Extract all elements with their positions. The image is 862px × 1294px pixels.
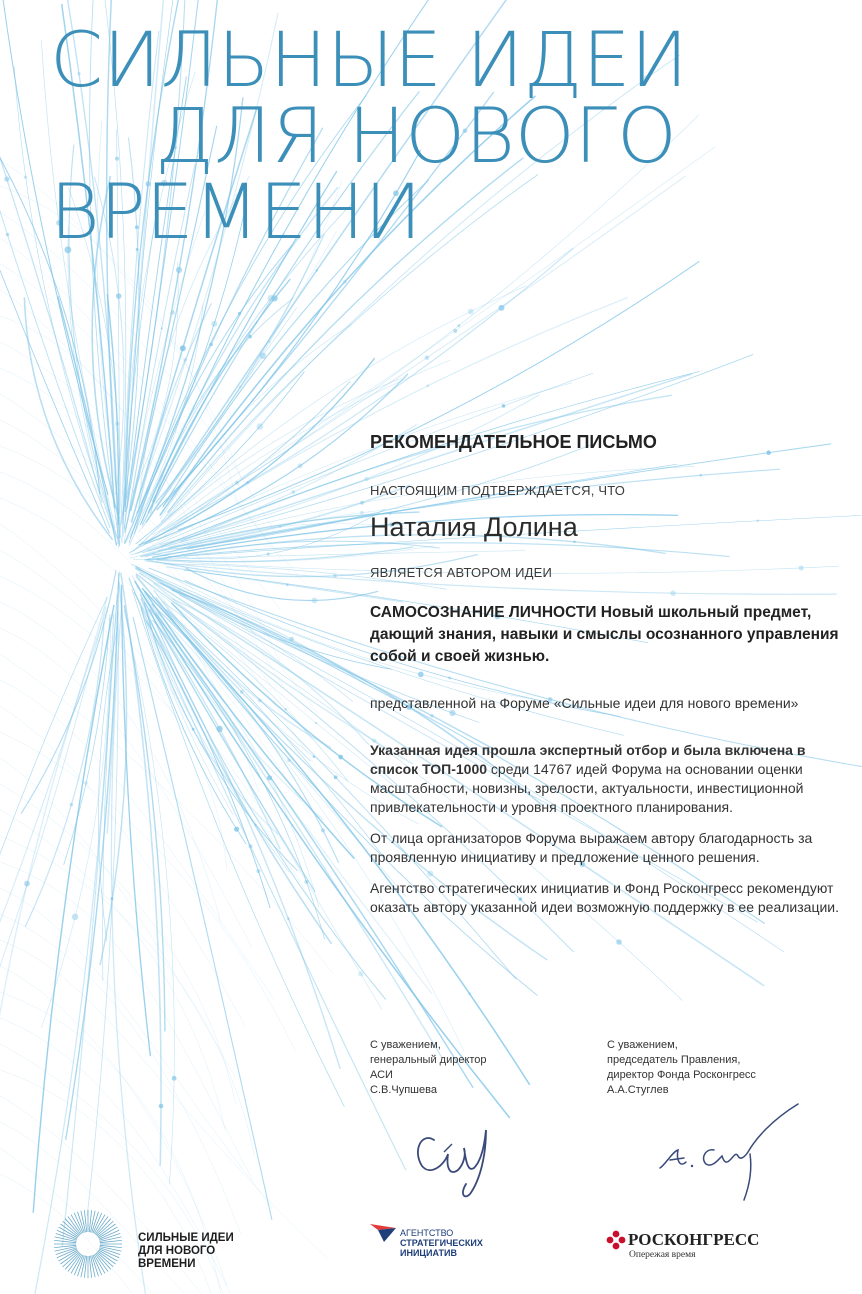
background-dot xyxy=(358,971,363,976)
signatory-asi-line-4: С.В.Чупшева xyxy=(370,1084,437,1096)
headline-line-3: ВРЕМЕНИ xyxy=(50,167,422,256)
background-dot xyxy=(192,728,195,731)
background-dot xyxy=(315,722,317,724)
signatory-roscongress xyxy=(607,1038,756,1098)
background-dot xyxy=(334,775,338,779)
background-arc xyxy=(0,784,236,1104)
background-arc xyxy=(0,862,253,1182)
background-dot xyxy=(6,233,9,236)
background-dot xyxy=(321,828,325,832)
author-of-text: ЯВЛЯЕТСЯ АВТОРОМ ИДЕИ xyxy=(370,565,553,580)
gratitude-paragraph: От лица организаторов Форума выражаем автору благодарность за проявленную инициативу и предложение ценного решения. xyxy=(370,830,813,865)
signatory-roscongress-line-1: С уважением, xyxy=(607,1039,678,1051)
confirm-text: НАСТОЯЩИМ ПОДТВЕРЖДАЕТСЯ, ЧТО xyxy=(370,483,626,498)
background-dot xyxy=(289,637,294,642)
asi-logo-text xyxy=(400,1228,483,1258)
background-arc xyxy=(0,732,295,1052)
signatory-roscongress-line-3: директор Фонда Росконгресс xyxy=(607,1069,756,1081)
letter-title: РЕКОМЕНДАТЕЛЬНОЕ ПИСЬМО xyxy=(370,432,657,452)
background-dot xyxy=(159,1104,164,1109)
background-arc xyxy=(0,758,236,1078)
background-dot xyxy=(70,803,74,807)
background-dot xyxy=(616,939,622,945)
background-ray xyxy=(139,303,212,508)
background-dot xyxy=(286,584,288,586)
forum-sunburst-logo-icon xyxy=(52,1208,124,1280)
roscongress-logo-tagline: Опережая время xyxy=(629,1250,696,1260)
background-ray xyxy=(133,378,402,552)
background-dot xyxy=(180,345,186,351)
background-ray xyxy=(129,578,406,1170)
headline-line-1: СИЛЬНЫЕ ИДЕИ xyxy=(50,15,688,104)
background-dot xyxy=(72,914,79,921)
signature-stuglev xyxy=(652,1098,802,1208)
selection-paragraph xyxy=(370,741,840,817)
background-dot xyxy=(172,1076,177,1081)
background-arc xyxy=(0,888,272,1208)
selection-rest-text: среди 14767 идей Форума на основании оценки масштабности, новизны, зрелости, актуальности, инвестиционной привлекательности и уровня проектного планирования. xyxy=(370,761,804,815)
background-arc xyxy=(0,836,254,1156)
author-name: Наталия Долина xyxy=(370,512,578,542)
background-dot xyxy=(305,880,309,884)
signatory-roscongress-line-2: председатель Правления, xyxy=(607,1054,741,1066)
background-dot xyxy=(285,708,287,710)
background-dot xyxy=(238,312,241,315)
forum-headline xyxy=(50,15,688,256)
headline-line-2: ДЛЯ НОВОГО xyxy=(155,91,677,180)
background-ray xyxy=(166,567,403,602)
signatory-asi-line-2: генеральный директор xyxy=(370,1054,487,1066)
background-ray xyxy=(148,610,281,850)
background-dot xyxy=(298,463,303,468)
background-dot xyxy=(209,343,213,347)
background-dot xyxy=(343,280,347,284)
background-ray xyxy=(121,573,161,1166)
idea-title: САМОСОЗНАНИЕ ЛИЧНОСТИ Новый школьный предмет, дающий знания, навыки и смыслы осознанного управления собой и своей жизнью. xyxy=(370,604,839,665)
signature-chupsheva xyxy=(400,1110,510,1200)
asi-logo-line-1: АГЕНТСТВО xyxy=(400,1228,454,1238)
background-ray xyxy=(21,570,116,814)
background-dot xyxy=(426,384,429,387)
background-dot xyxy=(312,598,318,604)
background-dot xyxy=(360,501,364,505)
roscongress-flower-logo-icon xyxy=(606,1230,626,1250)
signatory-asi-line-1: С уважением, xyxy=(370,1039,441,1051)
background-dot xyxy=(457,324,460,327)
signatory-asi xyxy=(370,1038,487,1098)
background-dot xyxy=(256,869,260,873)
background-ray xyxy=(153,620,325,939)
background-dot xyxy=(234,827,239,832)
background-dot xyxy=(268,341,270,343)
asi-arrow-logo-icon xyxy=(370,1222,400,1244)
background-dot xyxy=(248,335,252,339)
background-dot xyxy=(468,309,474,315)
background-dot xyxy=(468,992,471,995)
background-dot xyxy=(211,321,217,327)
signatory-asi-line-3: АСИ xyxy=(370,1069,393,1081)
forum-logo-line-3: ВРЕМЕНИ xyxy=(138,1258,196,1270)
background-dot xyxy=(316,269,318,271)
background-dot xyxy=(171,310,175,314)
background-dot xyxy=(267,553,270,556)
selection-bold-text: Указанная идея прошла экспертный отбор и была включена в список ТОП-1000 xyxy=(370,742,806,777)
asi-logo-line-3: ИНИЦИАТИВ xyxy=(400,1248,457,1258)
roscongress-logo-name: РОСКОНГРЕСС xyxy=(628,1230,760,1249)
background-dot xyxy=(268,295,275,302)
recommend-paragraph: Агентство стратегических инициатив и Фонд Росконгресс рекомендуют оказать автору указанной идеи возможную поддержку в ее реализации. xyxy=(370,880,839,915)
background-dot xyxy=(338,755,343,760)
signatory-roscongress-line-4: А.А.Стуглев xyxy=(607,1084,669,1096)
background-dot xyxy=(333,574,337,578)
letter-body xyxy=(370,432,840,929)
forum-logo-line-1: СИЛЬНЫЕ ИДЕИ xyxy=(138,1232,234,1244)
background-dot xyxy=(425,356,429,360)
background-dot xyxy=(292,490,296,494)
background-ray xyxy=(156,234,325,503)
background-ray xyxy=(150,609,386,1000)
asi-logo-line-2: СТРАТЕГИЧЕСКИХ xyxy=(400,1238,483,1248)
background-dot xyxy=(216,726,222,732)
background-ray xyxy=(154,590,331,747)
forum-logo-line-2: ДЛЯ НОВОГО xyxy=(138,1245,216,1257)
background-ray xyxy=(133,617,272,1220)
background-arc xyxy=(0,1148,305,1294)
background-dot xyxy=(256,322,258,324)
background-dot xyxy=(287,759,291,763)
background-dot xyxy=(248,844,252,848)
background-dot xyxy=(246,481,249,484)
forum-logo-text xyxy=(138,1232,234,1271)
background-dot xyxy=(360,511,364,515)
background-dot xyxy=(4,176,9,181)
background-dot xyxy=(257,423,264,430)
background-dot xyxy=(115,422,119,426)
background-dot xyxy=(176,267,182,273)
background-ray xyxy=(124,610,174,1185)
background-ray xyxy=(25,622,104,927)
background-dot xyxy=(258,699,262,703)
background-dot xyxy=(110,897,113,900)
presented-text: представленной на Форуме «Сильные идеи для нового времени» xyxy=(370,695,799,711)
background-dot xyxy=(502,404,506,408)
background-dot xyxy=(240,690,244,694)
background-dot xyxy=(499,305,505,311)
